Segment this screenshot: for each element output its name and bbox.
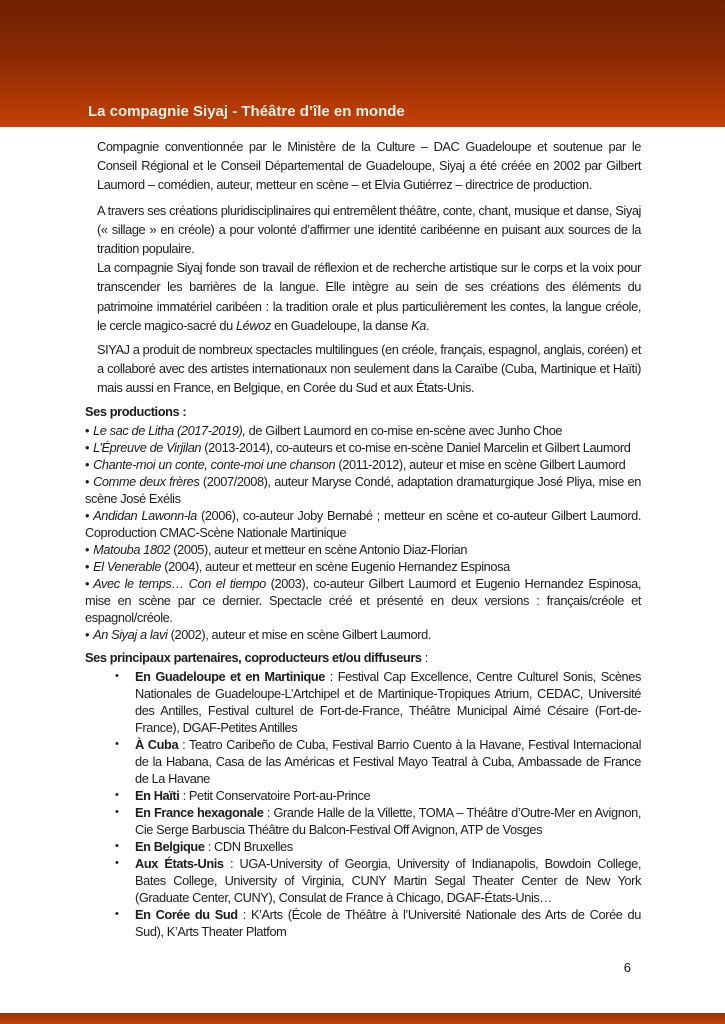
partner-details: : CDN Bruxelles xyxy=(204,838,293,854)
italic-term-lewoz: Léwoz xyxy=(235,317,271,333)
bullet-icon: • xyxy=(115,669,119,682)
production-details: (2002), auteur et mise en scène Gilbert Laumord. xyxy=(167,626,431,642)
production-title: L’Épreuve de Virjilan xyxy=(93,439,202,455)
bullet-icon: • xyxy=(85,422,90,438)
production-title: Matouba 1802 xyxy=(93,541,171,557)
partner-details: : Grande Halle de la Villette, TOMA – Théâtre d’Outre-Mer en Avignon, Cie Serge Barbuscia Théâtre du Balcon-Festival Off Avignon, ATP de Vosges xyxy=(135,804,642,837)
italic-term-ka: Ka xyxy=(411,317,426,333)
partner-details: : Teatro Caribeño de Cuba, Festival Barrio Cuento à la Havane, Festival Internacional de la Habana, Casa de las Américas et Festival Mayo Teatral à Cuba, Ambassade de France de La Havane xyxy=(135,736,642,786)
intro-paragraph-2: A travers ses créations pluridisciplinaires qui entremêlent théâtre, conte, chant, musique et danse, Siyaj (« sillage » en créole) a pour volonté d’affirmer une identité caribéenne en puisant aux sources de la tradition populaire. xyxy=(97,202,641,257)
bullet-icon: • xyxy=(85,507,90,523)
partner-item xyxy=(115,668,641,736)
bullet-icon: • xyxy=(115,805,119,818)
partner-item xyxy=(115,855,642,906)
bullet-icon: • xyxy=(85,541,90,557)
bullet-icon: • xyxy=(115,907,119,920)
production-item xyxy=(85,575,641,626)
header-banner xyxy=(0,0,725,127)
production-details: (2003), co-auteur Gilbert Laumord et Eugenio Hernandez Espinosa, mise en scène par ce dernier. Spectacle créé et présenté en deux versions : français/créole et espagnol/créole. xyxy=(85,575,642,625)
production-item xyxy=(85,507,641,541)
intro-paragraph-4: SIYAJ a produit de nombreux spectacles multilingues (en créole, français, espagnol, anglais, coréen) et a collaboré avec des artistes internationaux non seulement dans la Caraïbe (Cuba, Martinique et Haïti) mais aussi en France, en Belgique, en Corée du Sud et aux États-Unis. xyxy=(97,342,641,396)
partner-details: : UGA-University of Georgia, University of Indianapolis, Bowdoin College, Bates College, University of Virginia, CUNY Martin Segal Theater Center de New York (Graduate Center, CUNY), Consulat de France à Chicago, DGAF-États-Unis… xyxy=(135,855,642,905)
partner-details: : K’Arts (École de Théâtre à l’Université Nationale des Arts de Corée du Sud), K’Arts Theater Platfom xyxy=(135,906,641,939)
bullet-icon: • xyxy=(115,839,119,852)
bullet-icon: • xyxy=(115,788,119,801)
production-title: An Siyaj a lavi xyxy=(93,626,168,642)
paragraph-text: La compagnie Siyaj fonde son travail de réflexion et de recherche artistique sur le corps et la voix pour transcender les barrières de la langue. Elle intègre au sein de ses créations des éléments du patrimoine immatériel caribéen : la tradition orale et plus particulièrement les contes, la langue créole, le cercle magico-sacré du xyxy=(97,260,641,333)
partner-item xyxy=(115,787,641,804)
partners-heading xyxy=(85,649,641,666)
production-title: Avec le temps… Con el tiempo xyxy=(93,575,266,591)
partner-item xyxy=(115,804,642,838)
production-title: El Venerable xyxy=(93,558,162,574)
production-title: Le sac de Litha (2017-2019), xyxy=(93,422,246,438)
page-content xyxy=(0,127,725,940)
bullet-icon: • xyxy=(85,558,90,574)
page-number: 6 xyxy=(623,960,631,975)
bullet-icon: • xyxy=(85,439,90,455)
bullet-icon: • xyxy=(85,626,90,642)
production-details: (2011-2012), auteur et mise en scène Gilbert Laumord xyxy=(335,456,626,472)
partner-region-label: Aux États-Unis xyxy=(135,855,224,871)
production-item xyxy=(85,456,641,473)
production-item xyxy=(85,541,641,558)
production-title: Comme deux frères xyxy=(93,473,200,489)
bullet-icon: • xyxy=(115,737,119,750)
production-item xyxy=(85,626,641,643)
production-details: (2013-2014), co-auteurs et co-mise en-scène Daniel Marcelin et Gilbert Laumord xyxy=(201,439,631,455)
productions-heading: Ses productions : xyxy=(85,403,187,419)
production-details: (2007/2008), auteur Maryse Condé, adaptation dramaturgique José Pliya, mise en scène José Exélis xyxy=(85,473,641,506)
partner-item xyxy=(115,906,641,940)
partners-list xyxy=(85,668,641,940)
partner-item xyxy=(115,838,641,855)
intro-paragraph-3 xyxy=(97,258,641,335)
paragraph-text: . xyxy=(425,317,430,333)
bullet-icon: • xyxy=(85,473,90,489)
footer-bar xyxy=(0,1013,725,1024)
productions-list xyxy=(85,422,641,643)
partners-heading-text: Ses principaux partenaires, coproducteurs et/ou diffuseurs xyxy=(85,649,422,665)
production-title: Andidan Lawonn-la xyxy=(93,507,197,523)
partners-heading-colon: : xyxy=(421,649,428,665)
partner-region-label: En France hexagonale xyxy=(135,804,264,820)
partner-region-label: À Cuba xyxy=(135,736,179,752)
production-item xyxy=(85,558,641,575)
production-item xyxy=(85,473,641,507)
partner-details: : Petit Conservatoire Port-au-Prince xyxy=(179,787,371,803)
production-item xyxy=(85,422,641,439)
bullet-icon: • xyxy=(85,456,90,472)
production-title: Chante-moi un conte, conte-moi une chanson xyxy=(93,456,336,472)
page-title: La compagnie Siyaj - Théâtre d’île en monde xyxy=(88,103,405,120)
paragraph-text: en Guadeloupe, la danse xyxy=(270,317,412,333)
bullet-icon: • xyxy=(85,575,90,591)
partner-region-label: En Corée du Sud xyxy=(135,906,238,922)
production-details: de Gilbert Laumord en co-mise en-scène avec Junho Choe xyxy=(245,422,563,438)
partner-region-label: En Belgique xyxy=(135,838,205,854)
production-item xyxy=(85,439,641,456)
partner-region-label: En Guadeloupe et en Martinique xyxy=(135,668,326,684)
production-details: (2005), auteur et metteur en scène Antonio Diaz-Florian xyxy=(170,541,468,557)
production-details: (2006), co-auteur Joby Bernabé ; metteur en scène et co-auteur Gilbert Laumord. Coproduction CMAC-Scène Nationale Martinique xyxy=(85,507,641,540)
production-details: (2004), auteur et metteur en scène Eugenio Hernandez Espinosa xyxy=(161,558,510,574)
intro-paragraph-1: Compagnie conventionnée par le Ministère de la Culture – DAC Guadeloupe et soutenue par le Conseil Régional et le Conseil Départemental de Guadeloupe, Siyaj a été créée en 2002 par Gilbert Laumord – comédien, auteur, metteur en scène – et Elvia Gutiérrez – directrice de production. xyxy=(97,139,641,193)
partner-item xyxy=(115,736,642,787)
partner-region-label: En Haïti xyxy=(135,787,180,803)
bullet-icon: • xyxy=(115,856,119,869)
partner-details: : Festival Cap Excellence, Centre Culturel Sonis, Scènes Nationales de Guadeloupe-L’Artchipel et de Martinique-Tropiques Atrium, CEDAC, Université des Antilles, Festival culturel de Fort-de-France, Théâtre Municipal Aimé Césaire (Fort-de-France), DGAF-Petites Antilles xyxy=(135,668,641,735)
